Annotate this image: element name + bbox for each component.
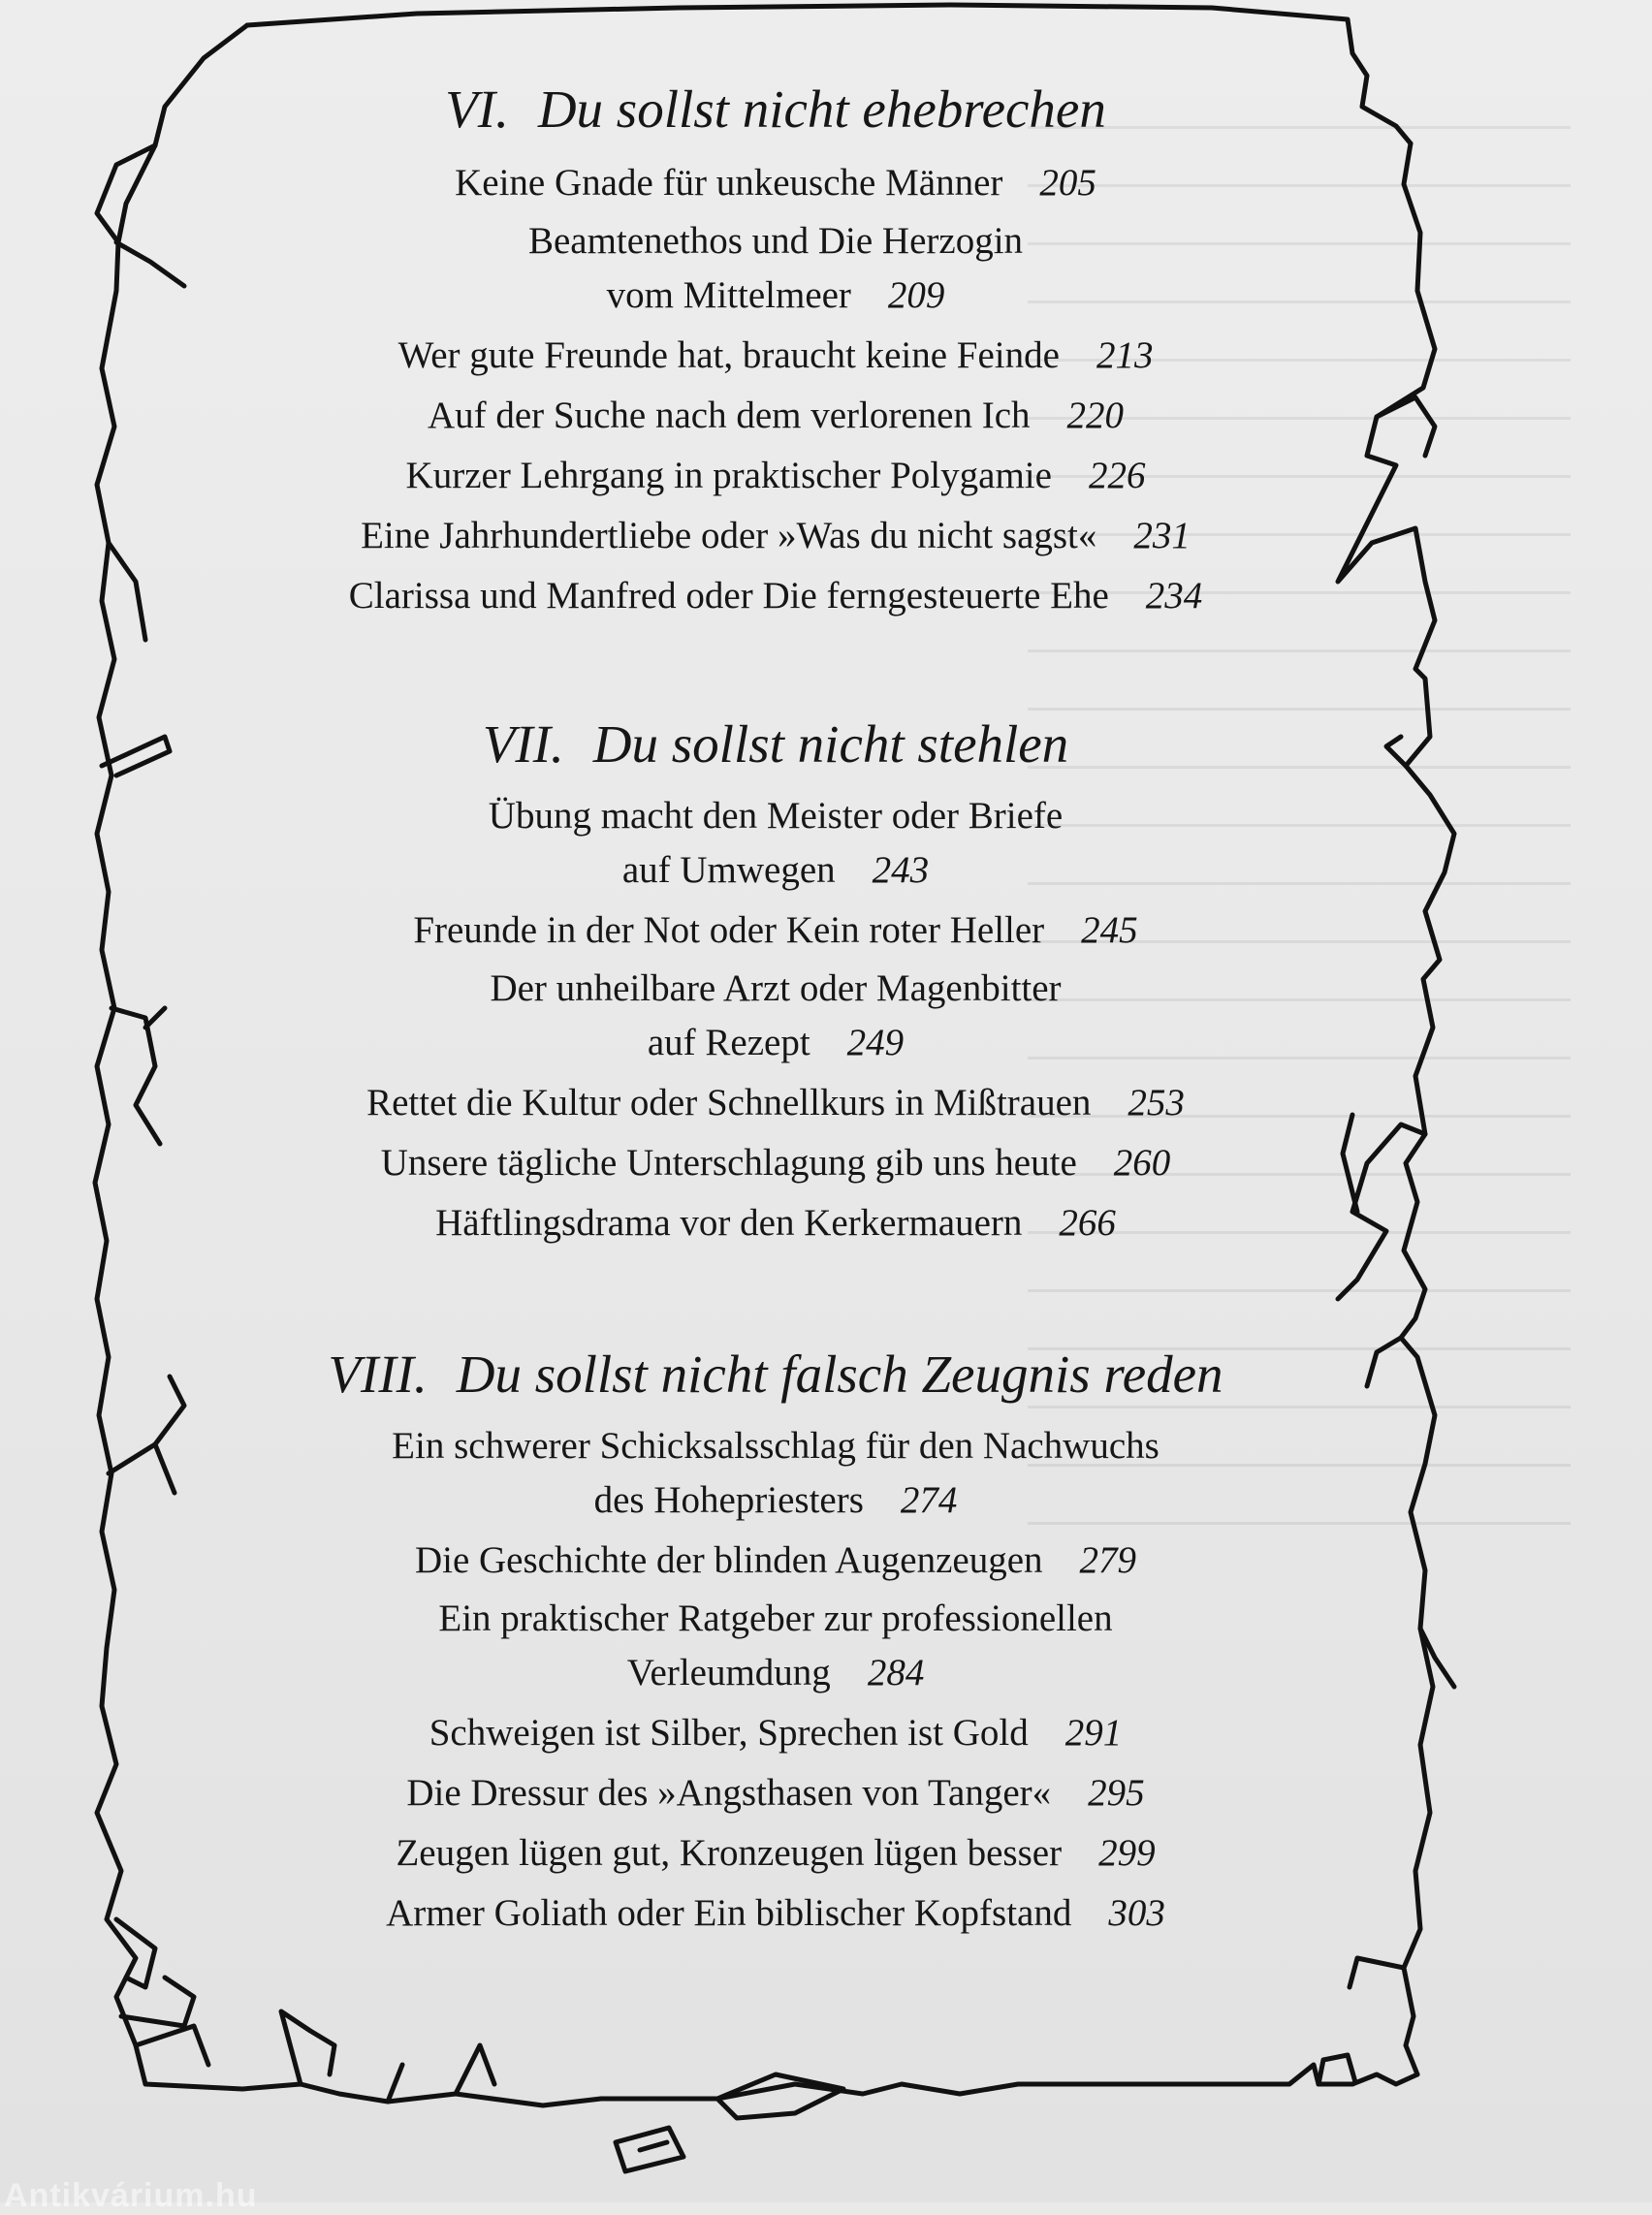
entry-title: Schweigen ist Silber, Sprechen ist Gold [429, 1712, 1029, 1754]
entry-title: Die Geschichte der blinden Augenzeugen [414, 1539, 1043, 1581]
toc-entry [233, 1885, 1318, 1942]
section-heading [233, 78, 1318, 142]
section-number: VII. [482, 714, 564, 774]
section-title: Du sollst nicht ehebrechen [537, 79, 1106, 139]
entry-title: Ein praktischer Ratgeber zur professionellen [438, 1598, 1113, 1639]
entry-title: Keine Gnade für unkeusche Männer [455, 162, 1003, 204]
page-number: 213 [1096, 334, 1154, 376]
entry-title: Armer Goliath oder Ein biblischer Kopfstand [386, 1892, 1072, 1934]
watermark: Antikvárium.hu [4, 2177, 258, 2214]
page-number: 274 [900, 1479, 958, 1521]
page-number: 245 [1081, 909, 1138, 951]
page-number: 205 [1039, 162, 1096, 204]
toc-entry [233, 1705, 1318, 1761]
toc-entry [233, 902, 1318, 959]
toc-section-vi [233, 78, 1318, 628]
toc-entry [233, 508, 1318, 564]
section-title: Du sollst nicht stehlen [592, 714, 1069, 774]
toc-entry [233, 1135, 1318, 1191]
toc-entry [233, 1825, 1318, 1882]
entry-title: Unsere tägliche Unterschlagung gib uns heute [380, 1142, 1077, 1184]
toc-entry [233, 568, 1318, 624]
toc-entry [233, 155, 1318, 211]
page-number: 253 [1128, 1082, 1185, 1123]
entry-title-continued: auf Umwegen [621, 849, 836, 891]
entry-title: Beamtenethos und Die Herzogin [527, 220, 1024, 262]
entry-title-continued: Verleumdung [626, 1652, 831, 1693]
entry-title: Häftlingsdrama vor den Kerkermauern [435, 1202, 1023, 1244]
page-number: 299 [1098, 1832, 1156, 1874]
toc-section-viii [233, 1343, 1318, 1946]
toc-entry [233, 448, 1318, 504]
page-number: 243 [872, 849, 930, 891]
toc-entry [233, 1593, 1318, 1701]
entry-title: Eine Jahrhundertliebe oder »Was du nicht sagst« [361, 515, 1097, 556]
entry-title: Kurzer Lehrgang in praktischer Polygamie [405, 455, 1052, 496]
page-number: 220 [1066, 395, 1125, 436]
entry-title-continued: des Hohepriesters [593, 1479, 864, 1521]
page-number: 291 [1064, 1712, 1123, 1754]
toc-entry [233, 963, 1318, 1071]
page-number: 295 [1088, 1772, 1145, 1814]
section-title: Du sollst nicht falsch Zeugnis reden [456, 1345, 1223, 1404]
entry-title: Freunde in der Not oder Kein roter Heller [413, 909, 1045, 951]
toc-entry [233, 328, 1318, 384]
toc-entry [233, 1533, 1318, 1589]
page-number: 266 [1059, 1202, 1116, 1244]
entry-title-continued: auf Rezept [647, 1022, 810, 1063]
entry-title: Übung macht den Meister oder Briefe [488, 795, 1064, 837]
entry-title: Rettet die Kultur oder Schnellkurs in Mißtrauen [366, 1082, 1092, 1123]
page-number: 209 [887, 274, 945, 316]
toc-entry [233, 790, 1318, 899]
section-heading [233, 712, 1318, 776]
toc-entry [233, 1195, 1318, 1251]
entry-title: Clarissa und Manfred oder Die ferngesteuerte Ehe [348, 575, 1109, 617]
toc-entry [233, 1765, 1318, 1821]
page-number: 284 [867, 1652, 925, 1693]
entry-title: Zeugen lügen gut, Kronzeugen lügen besser [396, 1832, 1063, 1874]
entry-title: Der unheilbare Arzt oder Magenbitter [490, 967, 1062, 1009]
entry-title: Ein schwerer Schicksalsschlag für den Nachwuchs [392, 1425, 1160, 1467]
page-number: 226 [1088, 455, 1146, 496]
toc-entry [233, 1075, 1318, 1131]
page-number: 231 [1133, 515, 1191, 556]
entry-title: Wer gute Freunde hat, braucht keine Feinde [397, 334, 1060, 376]
toc-entry [233, 1420, 1318, 1529]
entry-title-continued: vom Mittelmeer [606, 274, 851, 316]
page-number: 279 [1079, 1539, 1137, 1581]
page-number: 260 [1113, 1142, 1171, 1184]
page-number: 234 [1145, 575, 1203, 617]
section-number: VIII. [328, 1345, 428, 1404]
toc-section-vii [233, 712, 1318, 1255]
page-number: 303 [1108, 1892, 1165, 1934]
toc-entry [233, 215, 1318, 324]
entry-title: Die Dressur des »Angsthasen von Tanger« [406, 1772, 1052, 1814]
page-number: 249 [846, 1022, 905, 1063]
toc-entry [233, 388, 1318, 444]
entry-title: Auf der Suche nach dem verlorenen Ich [427, 395, 1031, 436]
section-number: VI. [445, 79, 509, 139]
section-heading [233, 1343, 1318, 1407]
